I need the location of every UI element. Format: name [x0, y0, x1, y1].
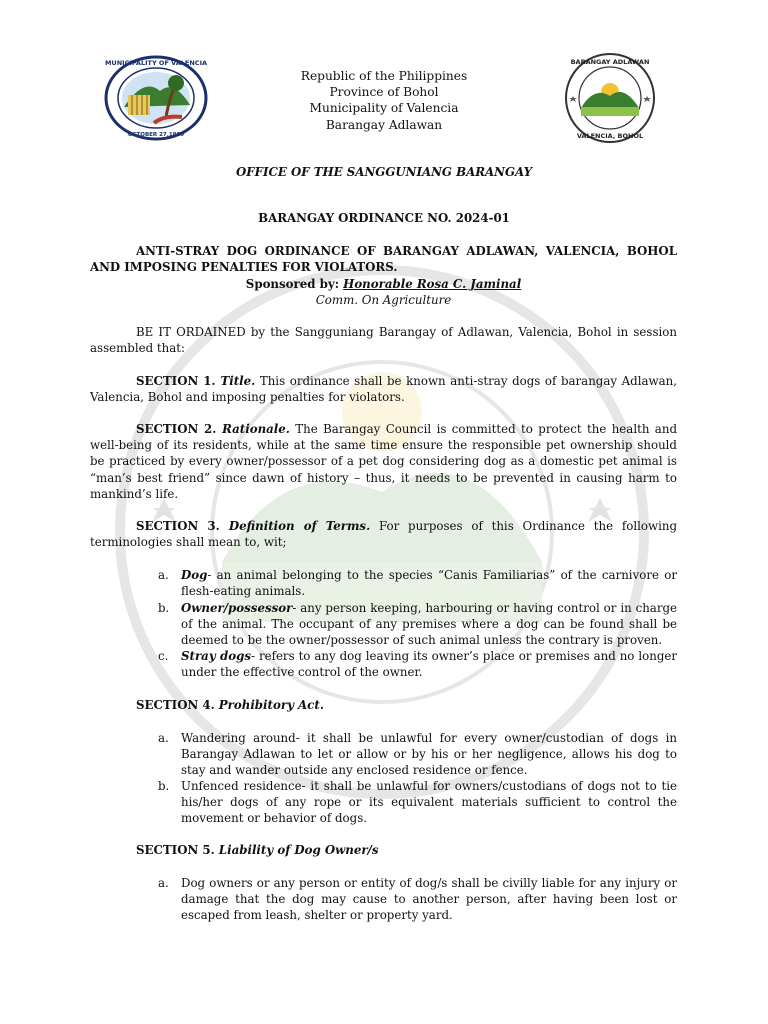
list-marker: b.	[158, 601, 170, 615]
definition-owner: - any person keeping, harbouring or having control or in charge of the animal. The occupant of any premises where a dog can be found shall be deemed to be the owner/possessor of such animal unless the contrary is proven.	[181, 601, 677, 648]
list-item	[158, 567, 677, 599]
list-item	[158, 600, 677, 649]
section-1-text: This ordinance shall be known anti-stray dogs of barangay Adlawan, Valencia, Bohol and imposing penalties for violators.	[90, 374, 677, 405]
list-item	[158, 778, 677, 827]
prohibition-wandering: Wandering around- it shall be unlawful for every owner/custodian of dogs in Barangay Adlawan to let or allow or by his or her negligence, allows his dog to stay and wander outside any enclosed residence or fence.	[181, 731, 677, 778]
section-1	[90, 373, 677, 405]
section-3-text: For purposes of this Ordinance the following terminologies shall mean to, wit;	[90, 519, 677, 550]
left-seal-title: MUNICIPALITY OF VALENCIA	[104, 59, 208, 67]
list-item	[158, 875, 677, 924]
section-4-heading: Prohibitory Act.	[218, 698, 324, 712]
left-seal-date: OCTOBER 27,1869	[127, 132, 185, 138]
term-owner: Owner/possessor	[181, 601, 293, 615]
list-marker: c.	[158, 649, 169, 663]
term-dog: Dog	[181, 568, 208, 582]
letterhead	[0, 68, 768, 133]
list-marker: a.	[158, 731, 169, 745]
right-seal-title: BARANGAY ADLAWAN	[570, 58, 650, 66]
definition-dog: - an animal belonging to the species “Canis Familiarias” of the carnivore or flesh-eating animals.	[181, 568, 677, 599]
sponsor-name: Honorable Rosa C. Jaminal	[343, 277, 522, 291]
section-5-heading: Liability of Dog Owner/s	[218, 843, 379, 857]
preamble: BE IT ORDAINED by the Sangguniang Barangay of Adlawan, Valencia, Bohol in session assembled that:	[90, 325, 677, 356]
ordinance-title: ANTI-STRAY DOG ORDINANCE OF BARANGAY ADLAWAN, VALENCIA, BOHOL AND IMPOSING PENALTIES FOR VIOLATORS.	[90, 244, 677, 275]
section-3-heading: Definition of Terms.	[228, 519, 371, 533]
liability-civil: Dog owners or any person or entity of dog/s shall be civilly liable for any injury or damage that the dog may cause to another person, after having been lost or escaped from leash, shelter or property yard.	[181, 876, 677, 923]
section-2-heading: Rationale.	[222, 422, 290, 436]
section-4	[90, 697, 677, 713]
section-1-label: SECTION 1.	[136, 374, 221, 388]
definition-stray-dogs: - refers to any dog leaving its owner’s place or premises and no longer under the effective control of the owner.	[181, 649, 678, 680]
section-2	[90, 421, 677, 502]
section-5-label: SECTION 5.	[136, 843, 219, 857]
list-marker: a.	[158, 568, 169, 582]
ordinance-number: BARANGAY ORDINANCE NO. 2024-01	[258, 211, 510, 225]
section-2-text: The Barangay Council is committed to protect the health and well-being of its residents, while at the same time ensure the responsible pet ownership should be practiced by every owner/possessor of a pet dog considering dog as a domestic pet animal is “man’s best friend” since dawn of history – thus, it needs to be prevented in causing harm to mankind’s life.	[90, 422, 677, 501]
header-barangay: Barangay Adlawan	[325, 117, 443, 132]
section-3	[90, 518, 677, 550]
right-seal-subtitle: VALENCIA, BOHOL	[576, 132, 644, 140]
section-1-heading: Title.	[220, 374, 256, 388]
term-stray-dogs: Stray dogs	[181, 649, 252, 663]
list-item	[158, 730, 677, 779]
office-heading: OFFICE OF THE SANGGUNIANG BARANGAY	[235, 165, 533, 179]
list-marker: a.	[158, 876, 169, 890]
sponsor-line	[90, 276, 677, 292]
header-municipality: Municipality of Valencia	[309, 101, 459, 116]
prohibition-unfenced: Unfenced residence- it shall be unlawful for owners/custodians of dogs not to tie his/her dogs of any rope or its equivalent materials sufficient to control the movement or behavior of dogs.	[181, 779, 677, 826]
list-marker: b.	[158, 779, 170, 793]
header-republic: Republic of the Philippines	[300, 69, 468, 83]
sponsor-committee: Comm. On Agriculture	[315, 293, 452, 307]
section-2-label: SECTION 2.	[136, 422, 223, 436]
section-4-label: SECTION 4.	[136, 698, 219, 712]
header-province: Province of Bohol	[329, 85, 439, 100]
section-3-label: SECTION 3.	[136, 519, 229, 533]
list-item	[158, 648, 678, 680]
sponsor-label: Sponsored by:	[245, 277, 344, 291]
section-5	[90, 842, 677, 858]
